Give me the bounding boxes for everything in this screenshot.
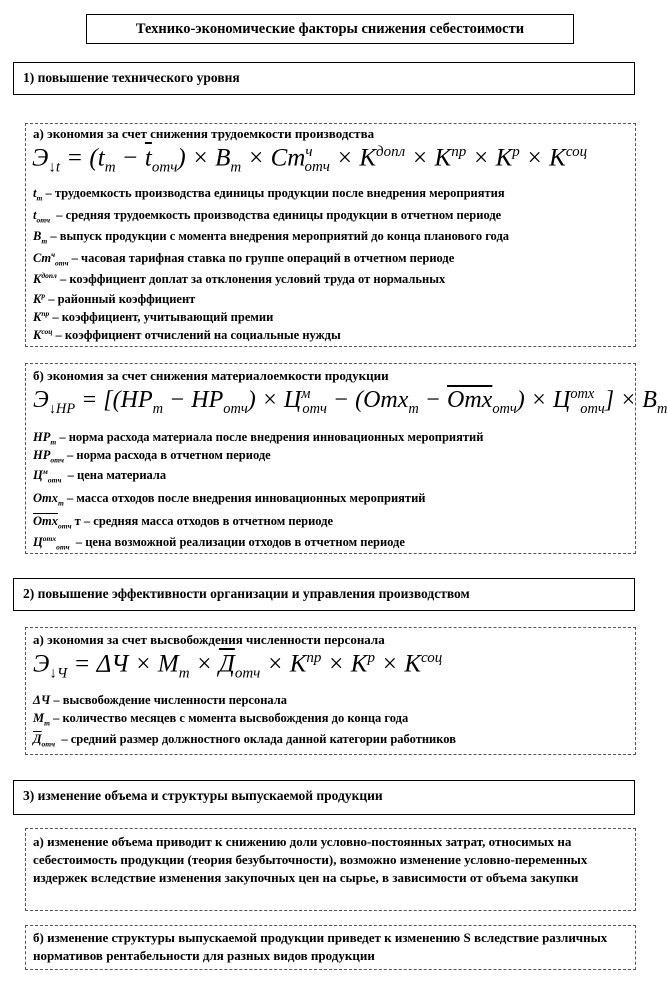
- def-k-soc: $K^{соц}$ – коэффициент отчислений на социальные нужды: [33, 327, 341, 343]
- page-title: Технико-экономические факторы снижения себестоимости: [86, 14, 574, 44]
- section-1-heading: 1) повышение технического уровня: [13, 62, 635, 95]
- section-3-heading: 3) изменение объема и структуры выпускаемой продукции: [13, 780, 635, 815]
- def-m-m: $M_m$ – количество месяцев с момента высвобождения до конца года: [33, 711, 409, 728]
- section-1b-heading: б) экономия за счет снижения материалоемкости продукции: [33, 368, 389, 383]
- section-1a-heading: а) экономия за счет снижения трудоемкости производства: [33, 126, 375, 141]
- formula-material: $Э_{↓HP} = [(HP_m - HP_{отч}) \times Ц^м_{отч} - (Omx_m - \overline{Omx}_{отч}) \times Ц^{отх}_{отч}] \times B_m$: [33, 386, 667, 417]
- def-k-dopl: $K^{допл}$ – коэффициент доплат за отклонения условий труда от нормальных: [33, 271, 446, 287]
- formula-labor: $Э_{↓t} = (t_m - \overline{t}_{отч}) \times B_m \times Cm^ч_{отч} \times K^{допл} \times K^{пр} \times K^р \times K^{соц}$: [32, 144, 588, 176]
- def-k-pr: $K^{пр}$ – коэффициент, учитывающий премии: [33, 309, 274, 325]
- def-hp-otch: $HP_{отч}$ – норма расхода в отчетном периоде: [33, 448, 271, 465]
- def-t-m: $t_m$ – трудоемкость производства единицы продукции после внедрения мероприятия: [33, 186, 505, 203]
- formula-staff: $Э_{↓Ч} = \Delta Ч \times M_m \times Д_{отч} \times K^{пр} \times K^р \times K^{соц}$: [33, 650, 443, 682]
- def-d-otch: $Д_{отч}$ – средний размер должностного оклада данной категории работников: [33, 732, 456, 749]
- section-3b-text: б) изменение структуры выпускаемой продукции приведет к изменению S вследствие различных нормативов рентабельности для разных видов продукции: [33, 930, 608, 963]
- def-k-r: $K^р$ – районный коэффициент: [33, 291, 196, 307]
- def-c-m-otch: $Ц^м_{отч}$ – цена материала: [33, 467, 167, 485]
- def-hp-m: $HP_m$ – норма расхода материала после внедрения инновационных мероприятий: [33, 430, 484, 447]
- def-c-otx-otch: $Ц^{отх}_{отч}$ – цена возможной реализации отходов в отчетном периоде: [33, 534, 405, 552]
- def-t-otch: $t_{отч}$ – средняя трудоемкость производства единицы продукции в отчетном периоде: [33, 208, 502, 225]
- def-cm-otch: $Cm^ч_{отч}$ – часовая тарифная ставка по группе операций в отчетном периоде: [33, 250, 455, 268]
- section-2a-heading: а) экономия за счет высвобождения численности персонала: [33, 632, 385, 647]
- def-delta-ch: ΔЧ – высвобождение численности персонала: [33, 693, 288, 707]
- def-omx-m: Omx$_m$ – масса отходов после внедрения инновационных мероприятий: [33, 491, 426, 508]
- section-2-heading: 2) повышение эффективности организации и управления производством: [13, 578, 635, 611]
- def-omx-otch: $\overline{Omx}_{отч}$ т – средняя масса отходов в отчетном периоде: [33, 514, 334, 531]
- def-b-m: $B_m$ – выпуск продукции с момента внедрения мероприятий до конца планового года: [33, 229, 510, 246]
- section-3a-text: а) изменение объема приводит к снижению доли условно-постоянных затрат, относимых на себестоимость продукции (теория безубыточности), возможно изменение условно-переменных издержек вследствие изменения закупочных цен на сырье, в зависимости от объема закупки: [33, 834, 588, 885]
